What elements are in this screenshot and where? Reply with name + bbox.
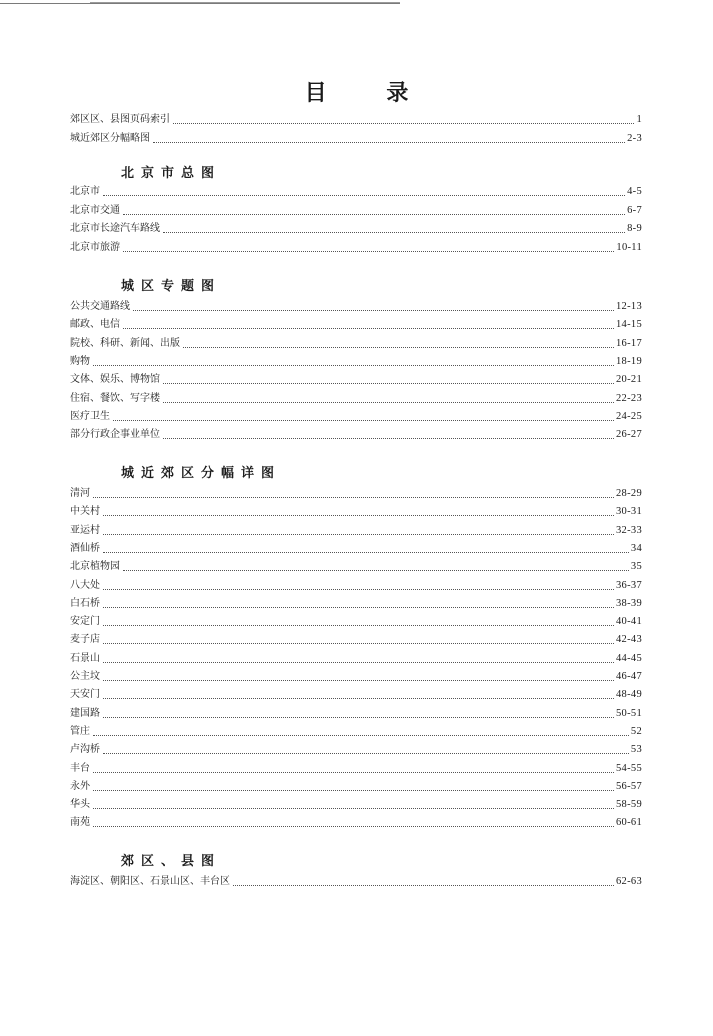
toc-entry[interactable] (70, 685, 642, 701)
toc-entry-page: 62-63 (616, 876, 642, 887)
dot-leader (123, 250, 614, 252)
dot-leader (103, 533, 614, 535)
dot-leader (103, 697, 614, 699)
dot-leader (103, 194, 625, 196)
toc-entry-title: 北京市交通 (70, 205, 120, 216)
toc-entry-page: 20-21 (616, 374, 642, 385)
toc-entry-page: 32-33 (616, 525, 642, 536)
toc-entry[interactable] (70, 484, 642, 500)
toc-entry-title: 邮政、电信 (70, 319, 120, 330)
toc-entry-page: 53 (630, 744, 642, 755)
toc-entry-page: 56-57 (616, 781, 642, 792)
toc-entry[interactable] (70, 297, 642, 313)
dot-leader (93, 734, 629, 736)
toc-entry-page: 34 (630, 543, 642, 554)
toc-entry-page: 16-17 (616, 338, 642, 349)
toc-entry-page: 8-9 (627, 223, 642, 234)
scan-edge-line (90, 2, 400, 3)
toc-entry[interactable] (70, 872, 642, 888)
toc-entry[interactable] (70, 539, 642, 555)
toc-entry[interactable] (70, 407, 642, 423)
toc-entry[interactable] (70, 813, 642, 829)
toc-entry-title: 酒仙桥 (70, 543, 100, 554)
dot-leader (103, 624, 614, 626)
section-heading: 城近郊区分幅详图 (121, 466, 282, 481)
toc-entry-title: 华头 (70, 799, 90, 810)
dot-leader (103, 606, 614, 608)
dot-leader (93, 771, 614, 773)
toc-entry[interactable] (70, 667, 642, 683)
toc-entry-title: 石景山 (70, 653, 100, 664)
toc-entry-page: 1 (636, 114, 642, 125)
toc-entry-title: 北京市旅游 (70, 242, 120, 253)
dot-leader (163, 382, 614, 384)
toc-entry-page: 44-45 (616, 653, 642, 664)
toc-entry[interactable] (70, 740, 642, 756)
toc-entry[interactable] (70, 502, 642, 518)
toc-entry-title: 麦子店 (70, 634, 100, 645)
dot-leader (123, 213, 625, 215)
dot-leader (93, 364, 614, 366)
toc-entry-page: 12-13 (616, 301, 642, 312)
dot-leader (103, 752, 629, 754)
toc-entry[interactable] (70, 594, 642, 610)
toc-entry-page: 40-41 (616, 616, 642, 627)
dot-leader (123, 569, 629, 571)
toc-entry-page: 24-25 (616, 411, 642, 422)
toc-entry-title: 医疗卫生 (70, 411, 110, 422)
toc-entry[interactable] (70, 425, 642, 441)
dot-leader (93, 825, 614, 827)
toc-entry-title: 亚运村 (70, 525, 100, 536)
toc-entry-title: 公主坟 (70, 671, 100, 682)
dot-leader (103, 588, 614, 590)
page-title-char: 录 (386, 81, 409, 106)
toc-entry[interactable] (70, 704, 642, 720)
dot-leader (93, 496, 614, 498)
dot-leader (103, 551, 629, 553)
toc-entry[interactable] (70, 238, 642, 254)
toc-entry-page: 54-55 (616, 763, 642, 774)
toc-entry-page: 14-15 (616, 319, 642, 330)
toc-entry-title: 公共交通路线 (70, 301, 130, 312)
toc-entry-page: 46-47 (616, 671, 642, 682)
toc-entry-title: 永外 (70, 781, 90, 792)
toc-entry-page: 2-3 (627, 133, 642, 144)
page-title (0, 76, 713, 107)
toc-entry-title: 院校、科研、新闻、出版 (70, 338, 180, 349)
toc-entry[interactable] (70, 334, 642, 350)
dot-leader (123, 327, 614, 329)
toc-entry-title: 清河 (70, 488, 90, 499)
toc-entry-title: 部分行政企事业单位 (70, 429, 160, 440)
toc-entry-page: 4-5 (627, 186, 642, 197)
toc-entry-title: 城近郊区分幅略图 (70, 133, 150, 144)
toc-entry[interactable] (70, 722, 642, 738)
toc-entry[interactable] (70, 521, 642, 537)
toc-entry-title: 北京市长途汽车路线 (70, 223, 160, 234)
dot-leader (133, 309, 614, 311)
dot-leader (93, 807, 614, 809)
section-heading: 北京市总图 (121, 166, 222, 181)
toc-entry-page: 26-27 (616, 429, 642, 440)
toc-entry[interactable] (70, 630, 642, 646)
dot-leader (103, 661, 614, 663)
toc-entry-title: 购物 (70, 356, 90, 367)
toc-entry[interactable] (70, 576, 642, 592)
dot-leader (103, 642, 614, 644)
dot-leader (163, 401, 614, 403)
toc-entry[interactable] (70, 389, 642, 405)
dot-leader (173, 122, 634, 124)
dot-leader (183, 346, 614, 348)
toc-entry[interactable] (70, 777, 642, 793)
toc-entry-title: 管庄 (70, 726, 90, 737)
section-heading: 郊区、县图 (121, 854, 222, 869)
toc-entry-page: 58-59 (616, 799, 642, 810)
toc-entry[interactable] (70, 182, 642, 198)
toc-entry-page: 60-61 (616, 817, 642, 828)
toc-entry-page: 10-11 (616, 242, 642, 253)
dot-leader (93, 789, 614, 791)
toc-entry-title: 建国路 (70, 708, 100, 719)
dot-leader (103, 679, 614, 681)
toc-entry-page: 38-39 (616, 598, 642, 609)
toc-entry-page: 18-19 (616, 356, 642, 367)
dot-leader (233, 884, 614, 886)
section-heading: 城区专题图 (121, 279, 222, 294)
dot-leader (153, 141, 625, 143)
toc-entry-page: 48-49 (616, 689, 642, 700)
toc-entry-title: 文体、娱乐、博物馆 (70, 374, 160, 385)
toc-entry[interactable] (70, 759, 642, 775)
toc-entry-title: 卢沟桥 (70, 744, 100, 755)
toc-entry-title: 郊区区、县图页码索引 (70, 114, 170, 125)
toc-entry[interactable] (70, 129, 642, 145)
toc-entry-page: 50-51 (616, 708, 642, 719)
toc-entry[interactable] (70, 612, 642, 628)
toc-entry-title: 北京市 (70, 186, 100, 197)
toc-entry-page: 22-23 (616, 393, 642, 404)
toc-entry-page: 36-37 (616, 580, 642, 591)
toc-entry[interactable] (70, 795, 642, 811)
toc-entry-title: 天安门 (70, 689, 100, 700)
toc-entry-page: 42-43 (616, 634, 642, 645)
toc-entry-title: 海淀区、朝阳区、石景山区、丰台区 (70, 876, 230, 887)
toc-entry-page: 6-7 (627, 205, 642, 216)
toc-entry-title: 白石桥 (70, 598, 100, 609)
page-title-char: 目 (304, 81, 327, 106)
toc-entry[interactable] (70, 219, 642, 235)
toc-entry[interactable] (70, 315, 642, 331)
toc-entry-title: 北京植物园 (70, 561, 120, 572)
toc-entry-title: 住宿、餐饮、写字楼 (70, 393, 160, 404)
toc-entry-title: 中关村 (70, 506, 100, 517)
toc-entry-title: 南苑 (70, 817, 90, 828)
dot-leader (163, 231, 625, 233)
toc-entry-title: 丰台 (70, 763, 90, 774)
dot-leader (113, 419, 614, 421)
toc-entry-page: 52 (630, 726, 642, 737)
dot-leader (103, 716, 614, 718)
toc-entry-page: 28-29 (616, 488, 642, 499)
toc-entry[interactable] (70, 557, 642, 573)
toc-entry[interactable] (70, 110, 642, 126)
toc-entry-title: 八大处 (70, 580, 100, 591)
toc-entry-page: 35 (630, 561, 642, 572)
toc-entry[interactable] (70, 201, 642, 217)
toc-entry-page: 30-31 (616, 506, 642, 517)
toc-entry-title: 安定门 (70, 616, 100, 627)
dot-leader (163, 437, 614, 439)
toc-entry[interactable] (70, 370, 642, 386)
toc-entry[interactable] (70, 649, 642, 665)
scan-edge-line (0, 3, 400, 4)
dot-leader (103, 514, 614, 516)
toc-entry[interactable] (70, 352, 642, 368)
